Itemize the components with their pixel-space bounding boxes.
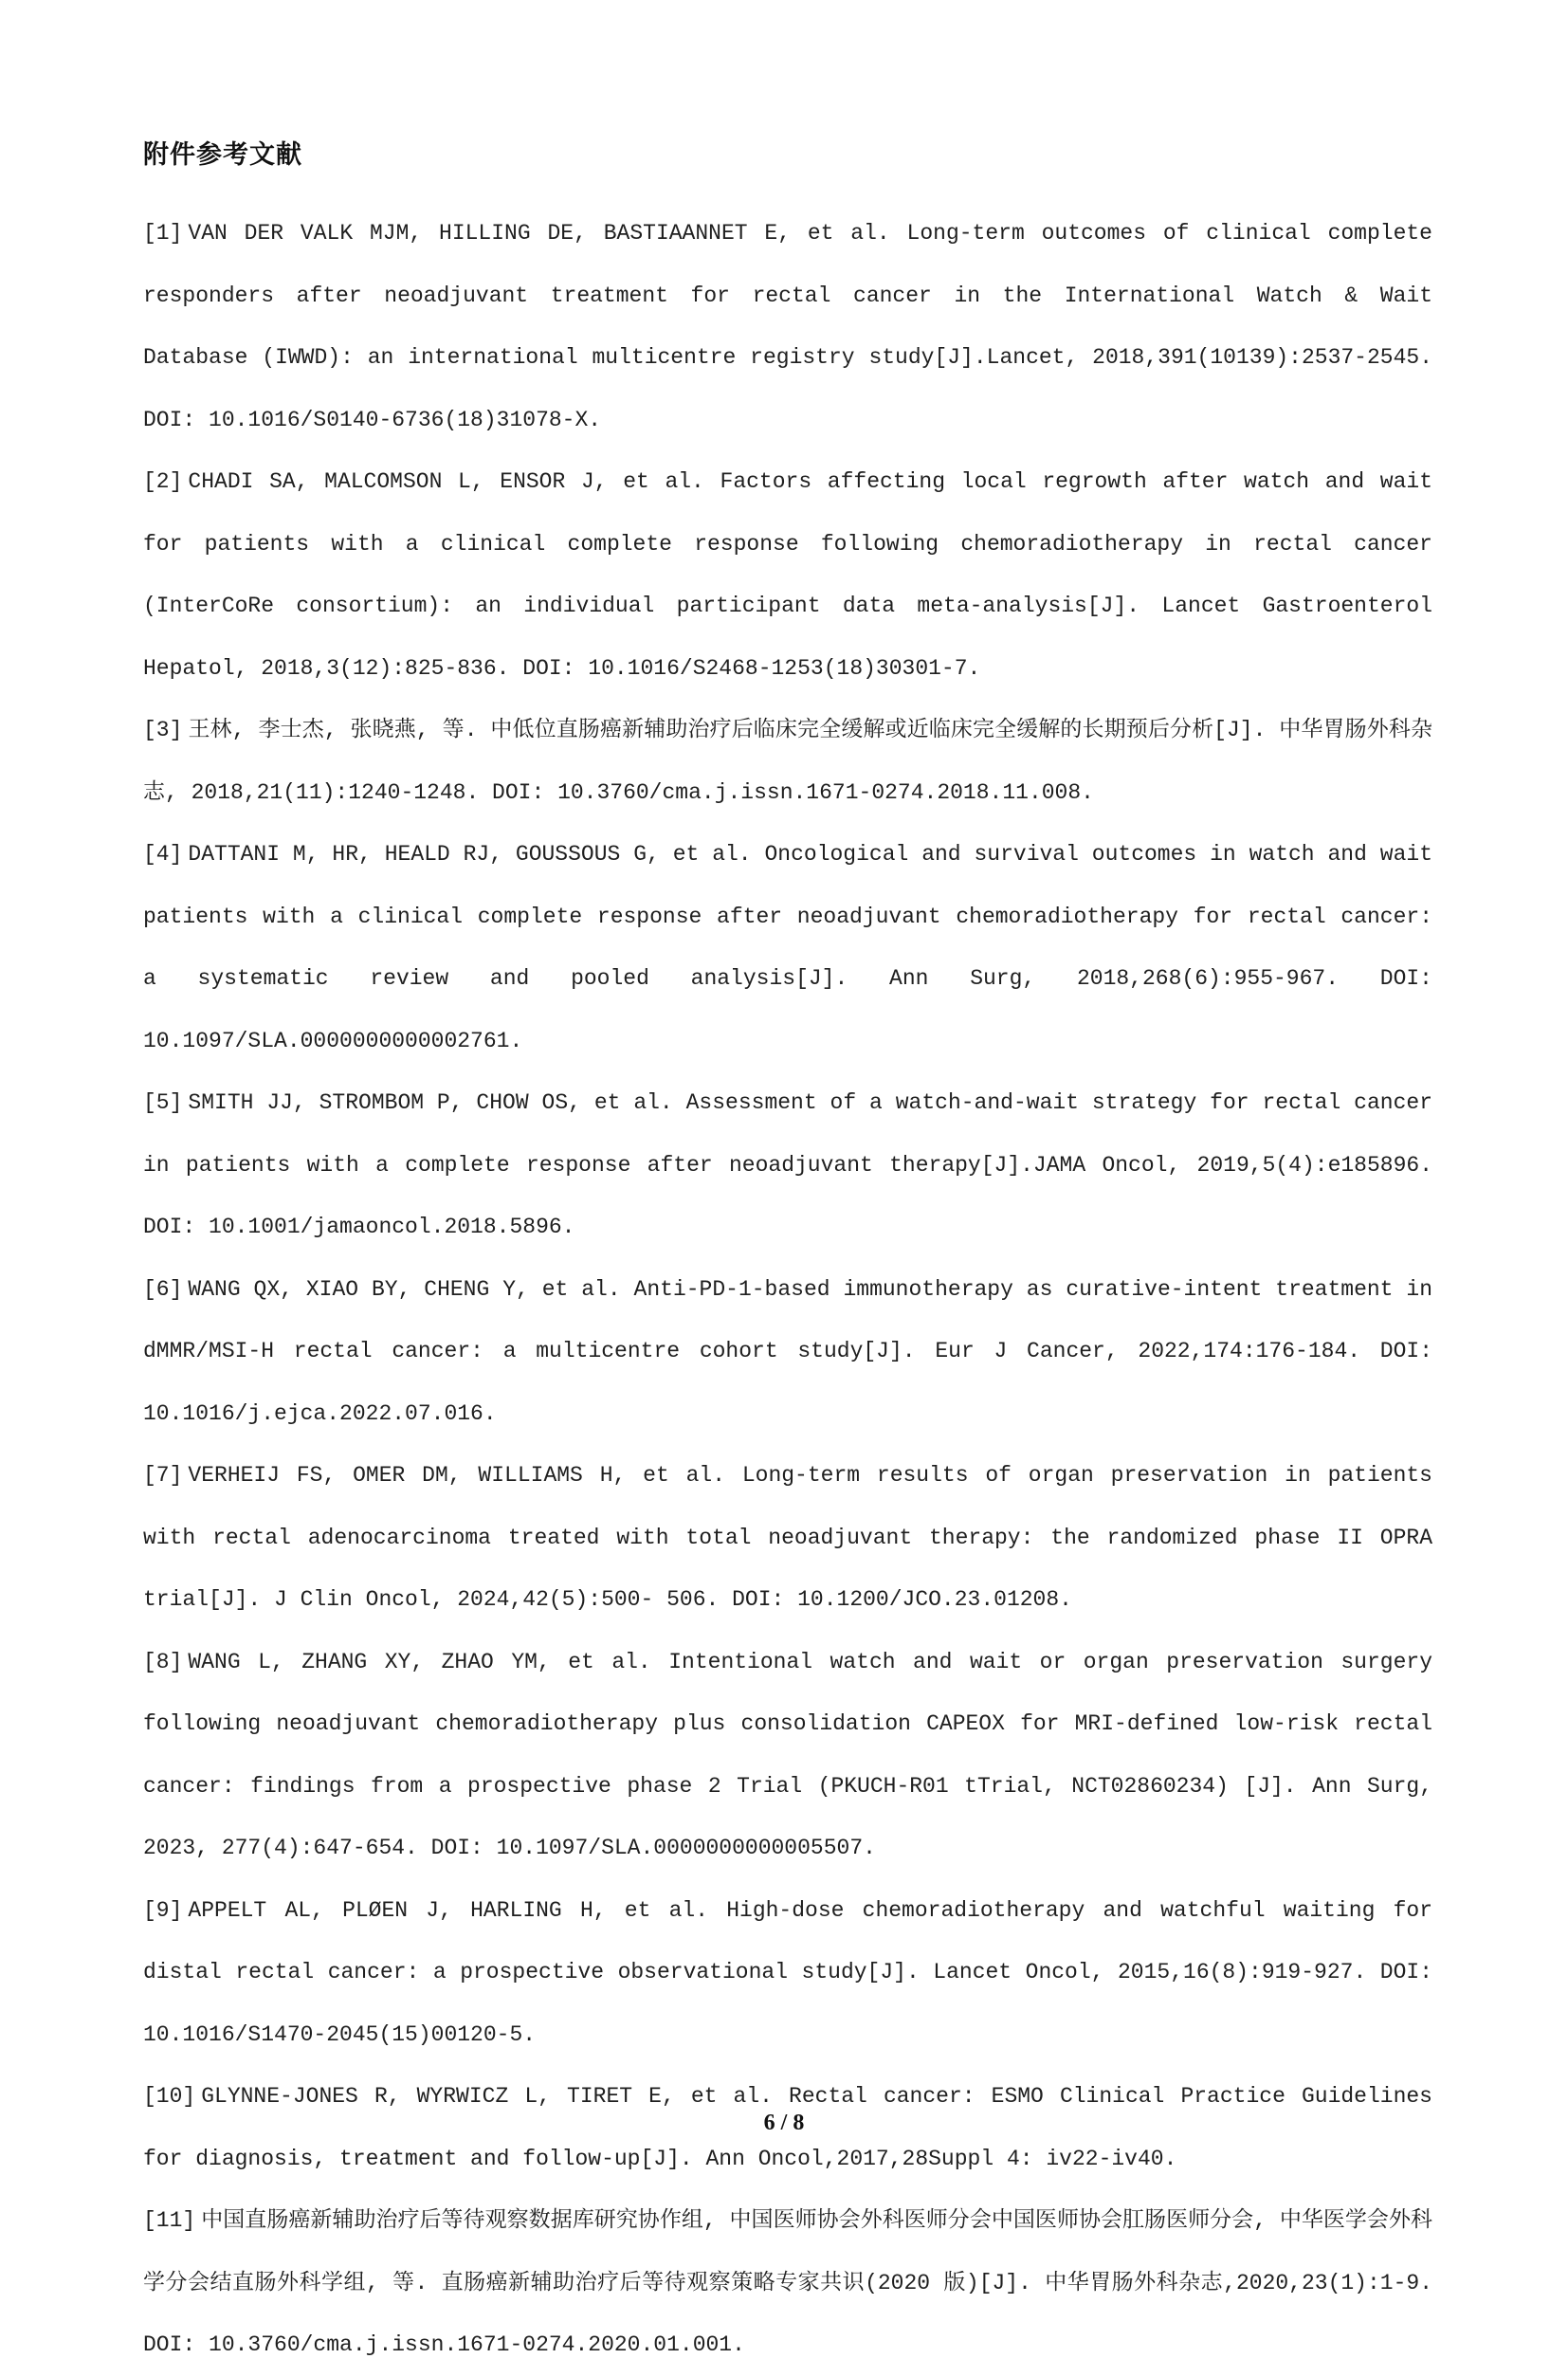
page-heading: 附件参考文献 [143, 140, 302, 170]
reference-text: SMITH JJ, STROMBOM P, CHOW OS, et al. Assessment of a watch-and-wait strategy for rectal cancer in patients with a complete response after neoadjuvant therapy[J].JAMA Oncol, 2019,5(4):e185896. DOI: 10.1001/jamaoncol.2018.5896. [143, 1090, 1432, 1239]
reference-item [143, 1632, 1432, 1880]
reference-item [143, 1880, 1432, 2067]
reference-number: [1] [143, 221, 183, 246]
reference-number: [4] [143, 842, 183, 867]
reference-item [143, 451, 1432, 700]
reference-item [143, 1072, 1432, 1259]
reference-number: [8] [143, 1649, 183, 1674]
reference-item [143, 1259, 1432, 1446]
reference-item [143, 824, 1432, 1072]
reference-text: CHADI SA, MALCOMSON L, ENSOR J, et al. Factors affecting local regrowth after watch and wait for patients with a clinical complete response following chemoradiotherapy in rectal cancer (InterCoRe consortium): an individual participant data meta-analysis[J]. Lancet Gastroenterol Hepatol, 2018,3(12):825-836. DOI: 10.1016/S2468-1253(18)30301-7. [143, 469, 1432, 681]
reference-text: APPELT AL, PLØEN J, HARLING H, et al. High-dose chemoradiotherapy and watchful waiting for distal rectal cancer: a prospective observational study[J]. Lancet Oncol, 2015,16(8):919-927. DOI: 10.1016/S1470-2045(15)00120-5. [143, 1897, 1432, 2047]
page-number: 6 / 8 [763, 2111, 805, 2135]
reference-number: [11] [143, 2208, 196, 2233]
reference-text: GLYNNE-JONES R, WYRWICZ L, TIRET E, et al. Rectal cancer: ESMO Clinical Practice Guidelines for diagnosis, treatment and follow-up[J]. Ann Oncol,2017,28Suppl 4: iv22-iv40. [143, 2084, 1432, 2171]
reference-number: [6] [143, 1276, 183, 1302]
reference-item [143, 1445, 1432, 1632]
reference-number: [2] [143, 469, 183, 494]
reference-text: VERHEIJ FS, OMER DM, WILLIAMS H, et al. Long-term results of organ preservation in patients with rectal adenocarcinoma treated with total neoadjuvant therapy: the randomized phase II OPRA trial[J]. J Clin Oncol, 2024,42(5):500- 506. DOI: 10.1200/JCO.23.01208. [143, 1463, 1432, 1612]
reference-item [143, 203, 1432, 451]
reference-number: [9] [143, 1897, 183, 1923]
reference-text: 王林, 李士杰, 张晓燕, 等. 中低位直肠癌新辅助治疗后临床完全缓解或近临床完全缓解的长期预后分析[J]. 中华胃肠外科杂志, 2018,21(11):1240-1248. DOI: 10.3760/cma.j.issn.1671-0274.2018.11.008. [143, 718, 1432, 805]
reference-number: [10] [143, 2084, 196, 2109]
reference-number: [5] [143, 1090, 183, 1115]
reference-text: VAN DER VALK MJM, HILLING DE, BASTIAANNET E, et al. Long-term outcomes of clinical complete responders after neoadjuvant treatment for rectal cancer in the International Watch & Wait Database (IWWD): an international multicentre registry study[J].Lancet, 2018,391(10139):2537-2545. DOI: 10.1016/S0140-6736(18)31078-X. [143, 221, 1432, 432]
reference-item [143, 2190, 1432, 2377]
reference-item [143, 700, 1432, 824]
reference-text: WANG QX, XIAO BY, CHENG Y, et al. Anti-PD-1-based immunotherapy as curative-intent treatment in dMMR/MSI-H rectal cancer: a multicentre cohort study[J]. Eur J Cancer, 2022,174:176-184. DOI: 10.1016/j.ejca.2022.07.016. [143, 1276, 1432, 1426]
reference-list [143, 203, 1432, 2377]
reference-text: DATTANI M, HR, HEALD RJ, GOUSSOUS G, et al. Oncological and survival outcomes in watch and wait patients with a clinical complete response after neoadjuvant chemoradiotherapy for rectal cancer: a systematic review and pooled analysis[J]. Ann Surg, 2018,268(6):955-967. DOI: 10.1097/SLA.0000000000002761. [143, 842, 1432, 1053]
reference-text: WANG L, ZHANG XY, ZHAO YM, et al. Intentional watch and wait or organ preservation surgery following neoadjuvant chemoradiotherapy plus consolidation CAPEOX for MRI-defined low-risk rectal cancer: findings from a prospective phase 2 Trial (PKUCH-R01 tTrial, NCT02860234) [J]. Ann Surg, 2023, 277(4):647-654. DOI: 10.1097/SLA.0000000000005507. [143, 1649, 1432, 1860]
reference-number: [3] [143, 718, 183, 742]
reference-number: [7] [143, 1463, 183, 1488]
reference-text: 中国直肠癌新辅助治疗后等待观察数据库研究协作组, 中国医师协会外科医师分会中国医师协会肛肠医师分会, 中华医学会外科学分会结直肠外科学组, 等. 直肠癌新辅助治疗后等待观察策略专家共识(2020 版)[J]. 中华胃肠外科杂志,2020,23(1):1-9. DOI: 10.3760/cma.j.issn.1671-0274.2020.01.001. [143, 2208, 1432, 2357]
